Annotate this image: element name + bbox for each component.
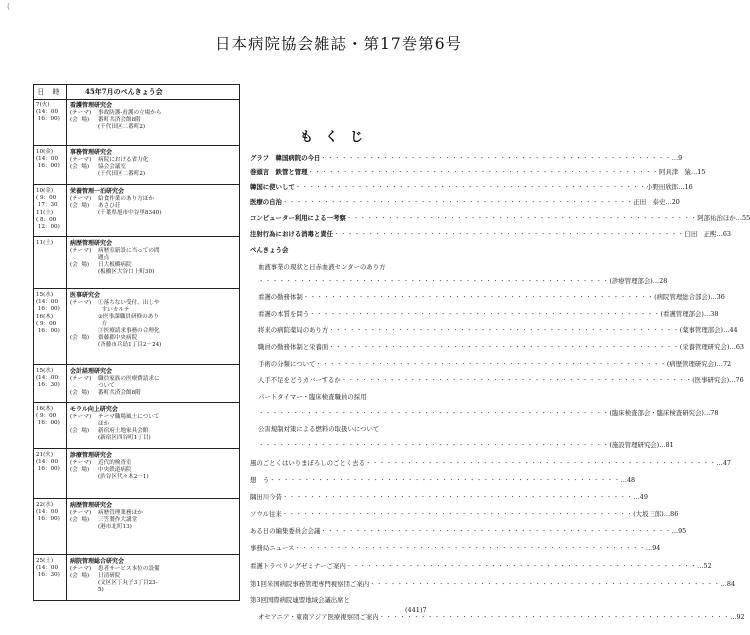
event-detail-label: (テーマ) xyxy=(70,460,92,466)
toc-entry-title: 韓国に使いして xyxy=(250,183,295,191)
toc-entry-title: 巻頭言 鉄管と管理 xyxy=(250,168,308,176)
event-detail-line xyxy=(70,566,237,573)
event-detail-label xyxy=(70,210,98,217)
toc-leader-dots: ・・・・・・・・・・・・・・・・・・・・・・・・・・・・・・・・・・・・・・・・・・・・・・・・・・・ xyxy=(378,613,731,621)
toc-entry xyxy=(258,359,732,369)
toc-entry-page: …38 xyxy=(703,310,719,318)
schedule-event xyxy=(34,184,239,237)
event-title: 病歴管理研究会 xyxy=(70,240,113,247)
event-detail-value: 事故防護-看護の立場から xyxy=(98,110,162,116)
toc-leader-dots: ・・・・・・・・・・・・・・・・・・・・・・・・・・・・・・・・・・・・・・・・・・・・・・・・・・・ xyxy=(340,376,693,384)
toc-entry-page: …81 xyxy=(659,441,674,449)
toc-entry-title: ある日の編集委員会会議 xyxy=(250,527,321,535)
toc-entry-page: …78 xyxy=(703,409,719,417)
toc-entry xyxy=(250,509,679,519)
event-date-cell xyxy=(34,365,67,403)
event-date-cell xyxy=(34,146,67,185)
toc-entry xyxy=(258,325,738,335)
event-date: 15(水) (14：00 16：00) 16(木) ( 9：00 16：00) xyxy=(36,292,60,335)
event-detail-line xyxy=(70,517,237,531)
toc-entry-author: (病歴管理研究会) xyxy=(666,360,717,368)
toc-entry-page: …52 xyxy=(697,562,712,570)
toc-entry xyxy=(250,245,434,255)
toc-leader-dots: ・・・・・・・・・・・・・・・・・・・・・・・・・・・・・・・・・・・・・・・・・・・・・・・・・・・ xyxy=(281,510,634,518)
toc-entry-title: ソウル往来 xyxy=(250,510,282,518)
toc-leader-dots: ・・・・・・・・・・・・・・・・・・・・・・・・・・・・・・・・・・・・・・・・・・・・・・・・・・・ xyxy=(307,168,659,176)
toc-entry xyxy=(258,276,668,286)
event-detail-line xyxy=(70,117,237,131)
toc-leader-dots: ・・・・・・・・・・・・・・・・・・・・・・・・・・・・・・・・・・・・・・・・・・・・・・・・・・・ xyxy=(328,343,680,351)
toc-entry-page: …76 xyxy=(729,376,744,384)
event-detail-line xyxy=(70,157,237,164)
event-date: 22(水) (14：00 16：00) xyxy=(36,502,60,523)
toc-entry xyxy=(250,561,712,571)
event-title: モラル向上研究会 xyxy=(70,406,118,413)
toc-entry xyxy=(258,408,719,418)
toc-entry xyxy=(258,292,725,302)
toc-entry xyxy=(258,309,719,319)
toc-entry-title: 想 う xyxy=(250,476,270,484)
event-title: 病院管理総合研究会 xyxy=(70,558,125,565)
toc-entry-title: ぺんきょう会 xyxy=(250,246,289,254)
schedule-event xyxy=(34,145,239,185)
toc-entry xyxy=(258,262,434,272)
event-detail-line xyxy=(70,460,237,467)
date-column-header: 日 時 xyxy=(34,85,67,99)
toc-entry-author: (薬事管理部会) xyxy=(679,326,724,334)
toc-leader-dots: ・・・・・・・・・・・・・・・・・・・・・・・・・・・・・・・・・・・・・・・・・・・・・・・・・・・ xyxy=(333,230,685,238)
toc-entry-title: 看護の勤務体制 xyxy=(258,293,303,301)
toc-leader-dots: ・・・・・・・・・・・・・・・・・・・・・・・・・・・・・・・・・・・・・・・・・・・・・・・・・・・ xyxy=(365,459,717,467)
event-detail-line xyxy=(70,110,237,117)
toc-entry-author: (病院管理総合部会) xyxy=(654,293,711,301)
event-detail-line xyxy=(70,335,237,349)
event-detail-label: (会 場) xyxy=(70,573,90,579)
toc-entry xyxy=(258,440,674,450)
event-detail-value: 番町共済会館8階 (千代田区二番町2) xyxy=(98,117,146,130)
toc-entry-title: 公害規制対策による燃料の取扱いについて xyxy=(258,425,380,433)
toc-leader-dots: ・・・・・・・・・・・・・・・・・・・・・・・・・・・・・・・・・・・・・・・・・・・・・・・・・・・ xyxy=(320,154,672,162)
toc-entry-author: (栄養管理研究会) xyxy=(679,343,730,351)
event-detail-label: (会 場) xyxy=(70,117,90,123)
toc-entry xyxy=(258,424,434,434)
toc-entry-page: …95 xyxy=(671,527,687,535)
toc-leader-dots: ・・・・・・・・・・・・・・・・・・・・・・・・・・・・・・・・・・・・・・・・・・・・・・・・・・・ xyxy=(302,293,655,301)
event-detail-line xyxy=(70,300,237,335)
toc-entry-author: (施設管理研究会) xyxy=(609,441,660,449)
event-date: 21(火) (14：00 16：00) xyxy=(36,452,60,473)
event-detail-value: テーマ職場風土について ほか xyxy=(98,414,160,427)
toc-entry-author: (臨床検査部会・臨床検査研究会) xyxy=(609,409,704,417)
schedule-event xyxy=(34,554,239,601)
event-detail-value: 齋藤郡中央病院 (斉藤市兵島1丁目2－24) xyxy=(98,335,162,348)
schedule-header xyxy=(34,85,239,100)
toc-entry-page: …94 xyxy=(645,544,661,552)
toc-entry-title: 第1回米国病院事務管理専門視察団ご案内 xyxy=(250,580,370,588)
event-detail-label: (会 場) xyxy=(70,335,90,341)
event-date: 10(金) ( 9：00 17：30 11(土) ( 8：00 12：00) xyxy=(36,188,60,231)
event-detail-line xyxy=(70,164,237,178)
toc-leader-dots: ・・・・・・・・・・・・・・・・・・・・・・・・・・・・・・・・・・・・・・・・・・・・・・・・・・・ xyxy=(269,476,621,484)
toc-entry xyxy=(250,197,680,207)
toc-entry-author: 小野田欣郎 xyxy=(646,183,679,191)
toc-leader-dots: ・・・・・・・・・・・・・・・・・・・・・・・・・・・・・・・・・・・・・・・・・・・・・・・・・・・ xyxy=(345,214,698,222)
toc-leader-dots: ・・・・・・・・・・・・・・・・・・・・・・・・・・・・・・・・・・・・・・・・・・・・・・・・・・・ xyxy=(294,544,646,552)
event-detail-line xyxy=(70,262,237,276)
toc-leader-dots: ・・・・・・・・・・・・・・・・・・・・・・・・・・・・・・・・・・・・・・・・・・・・・・・・・・・ xyxy=(281,493,634,501)
toc-entry-page: …49 xyxy=(633,493,648,501)
event-date-cell xyxy=(34,499,67,555)
toc-entry-author: (看護管理部会) xyxy=(660,310,704,318)
event-detail-label: (テーマ) xyxy=(70,376,92,382)
toc-entry xyxy=(250,153,683,163)
toc-entry-page: …44 xyxy=(723,326,738,334)
event-detail-value: ①落ちない受付、出しや すいカルテ ②医事課職員研修のあり 方 ③医療請求事務の合理化 xyxy=(98,300,160,334)
toc-leader-dots: ・・・・・・・・・・・・・・・・・・・・・・・・・・・・・・・・・・・・・・・・・・・・・・・・・・・ xyxy=(294,183,647,191)
event-detail-label: (会 場) xyxy=(70,517,90,523)
event-title: 会計経理研究会 xyxy=(70,368,113,375)
event-title: 病歴管理研究会 xyxy=(70,502,113,509)
event-detail-line xyxy=(70,203,237,210)
toc-entry-author: 臼田 正熙 xyxy=(684,230,717,238)
event-date-cell xyxy=(34,555,67,601)
event-detail-value: 三笠製作大講堂 (港市北町13) xyxy=(98,517,138,530)
event-title: 医事研究会 xyxy=(70,292,101,299)
schedule-event xyxy=(34,402,239,449)
schedule-table xyxy=(33,84,240,601)
toc-entry-title: 注射行為における消毒と責任 xyxy=(250,230,334,238)
toc-entry xyxy=(250,543,661,553)
event-detail-label: (会 場) xyxy=(70,262,90,268)
event-detail-label: (会 場) xyxy=(70,390,90,396)
toc-entry-title: コンピューター利用による一考察 xyxy=(250,214,346,222)
event-date: 7(火) (14：00 16：00) xyxy=(36,102,60,123)
toc-entry-page: …92 xyxy=(730,613,745,621)
toc-entry xyxy=(250,595,434,605)
event-detail-value: 給食作業のあり方ほか xyxy=(98,196,154,202)
event-date-cell xyxy=(34,237,67,289)
event-detail-value: あさひ荘 xyxy=(98,203,121,209)
event-detail-label: (会 場) xyxy=(70,203,90,209)
toc-entry xyxy=(250,167,706,177)
event-detail-value: (千葉県旭市中谷里8340) xyxy=(98,210,162,216)
toc-entry-page: …20 xyxy=(665,198,680,206)
event-date-cell xyxy=(34,403,67,449)
toc-entry xyxy=(258,375,744,385)
toc-entry-page: …16 xyxy=(678,183,693,191)
event-detail-label: (テーマ) xyxy=(70,414,92,420)
toc-entry-title: 将来の病院薬局のあり方 xyxy=(258,326,329,334)
toc-leader-dots: ・・・・・・・・・・・・・・・・・・・・・・・・・・・・・・・・・・・・・・・・・・・・・・・・・・・ xyxy=(258,441,610,449)
event-date: 15(水) (14：00 16：30) xyxy=(36,368,60,389)
event-date-cell xyxy=(34,289,67,365)
schedule-event xyxy=(34,236,239,289)
event-detail-line xyxy=(70,196,237,203)
event-detail-value: 近代的検査室 xyxy=(98,460,132,466)
schedule-event xyxy=(34,288,239,365)
toc-leader-dots: ・・・・・・・・・・・・・・・・・・・・・・・・・・・・・・・・・・・・・・・・・・・・・・・・・・・ xyxy=(258,277,610,285)
toc-entry-author: 正田 泰史 xyxy=(633,198,666,206)
event-detail-value: 日清研院 (文区区丁丸子3丁目23- 5) xyxy=(98,573,158,593)
toc-entry xyxy=(250,182,693,192)
event-detail-value: 新宿府土地家具会館 (新宿区四谷町1丁目) xyxy=(98,428,151,441)
toc-entry-page: …63 xyxy=(716,230,731,238)
event-detail-value: 日大板橋病院 (板橋区大谷口上町30) xyxy=(98,262,155,275)
toc-entry xyxy=(250,213,750,223)
event-title: 看護管理研究会 xyxy=(70,102,113,109)
event-detail-label: (テーマ) xyxy=(70,157,92,163)
toc-heading: もくじ xyxy=(300,130,376,145)
event-date-cell xyxy=(34,449,67,499)
event-date-cell xyxy=(34,185,67,237)
event-detail-label: (テーマ) xyxy=(70,196,92,202)
toc-leader-dots: ・・・・・・・・・・・・・・・・・・・・・・・・・・・・・・・・・・・・・・・・・・・・・・・・・・・ xyxy=(281,198,634,206)
toc-entry-title: 医療の自治 xyxy=(250,198,282,206)
event-title: 診療管理研究会 xyxy=(70,452,113,459)
event-detail-label: (テーマ) xyxy=(70,510,92,516)
event-detail-line xyxy=(70,390,237,397)
event-detail-line xyxy=(70,376,237,390)
toc-entry xyxy=(258,342,744,352)
event-detail-label: (会 場) xyxy=(70,428,90,434)
event-detail-line xyxy=(70,414,237,428)
toc-leader-dots: ・・・・・・・・・・・・・・・・・・・・・・・・・・・・・・・・・・・・・・・・・・・・・・・・・・・ xyxy=(309,310,661,318)
toc-entry xyxy=(250,458,731,468)
toc-entry-title: グラフ 韓国病院の今日 xyxy=(250,154,321,162)
event-detail-label: (テーマ) xyxy=(70,110,92,116)
page-number: (441)7 xyxy=(405,606,427,614)
toc-leader-dots: ・・・・・・・・・・・・・・・・・・・・・・・・・・・・・・・・・・・・・・・・・・・・・・・・・・・ xyxy=(320,527,672,535)
event-detail-value: 病歴室新設に当っての問 題点 xyxy=(98,248,160,261)
toc-entry-title: 看護トラベリングゼミナーご案内 xyxy=(250,562,346,570)
event-detail-line xyxy=(70,210,237,217)
corner-mark: ( xyxy=(7,2,11,11)
event-detail-label: (テーマ) xyxy=(70,566,92,572)
event-detail-line xyxy=(70,510,237,517)
event-detail-value: 協会会議室 (千代田区二番町2) xyxy=(98,164,146,177)
toc-leader-dots: ・・・・・・・・・・・・・・・・・・・・・・・・・・・・・・・・・・・・・・・・・・・・・・・・・・・ xyxy=(328,326,680,334)
toc-entry xyxy=(250,526,687,536)
toc-entry-title: 職員の勤務体制と栄養面 xyxy=(258,343,329,351)
toc-entry-title: 看護の本質を問う xyxy=(258,310,310,318)
toc-entry xyxy=(250,492,648,502)
toc-entry-author: (診療管理部会) xyxy=(609,277,653,285)
event-title: 事務管理研究会 xyxy=(70,149,113,156)
toc-entry-page: …48 xyxy=(620,476,636,484)
toc-leader-dots: ・・・・・・・・・・・・・・・・・・・・・・・・・・・・・・・・・・・・・・・・・・・・・・・・・・・ xyxy=(258,409,610,417)
toc-entry xyxy=(250,475,636,485)
toc-entry-title: 人手不足をどうカバーするか xyxy=(258,376,341,384)
toc-leader-dots: ・・・・・・・・・・・・・・・・・・・・・・・・・・・・・・・・・・・・・・・・・・・・・・・・・・・ xyxy=(369,580,721,588)
toc-entry xyxy=(250,579,736,589)
event-detail-value: 病院における省力化 xyxy=(98,157,149,163)
toc-leader-dots: ・・・・・・・・・・・・・・・・・・・・・・・・・・・・・・・・・・・・・・・・・・・・・・・・・・・ xyxy=(345,562,698,570)
toc-entry-page: …72 xyxy=(716,360,732,368)
event-detail-line xyxy=(70,573,237,594)
event-detail-label: (テーマ) xyxy=(70,300,92,306)
toc-entry xyxy=(258,392,434,402)
toc-entry-title: 血液事業の現状と日赤血液センターのあり方 xyxy=(258,263,386,271)
event-title: 栄養管理一泊研究会 xyxy=(70,188,125,195)
schedule-event xyxy=(34,498,239,555)
toc-entry-page: …55 xyxy=(735,214,750,222)
event-date: 16(木) ( 9：00 16：00) xyxy=(36,406,60,427)
event-detail-value: 患者サービス本位の設備 xyxy=(98,566,160,572)
toc-entry-page: …63 xyxy=(729,343,744,351)
toc-entry-title: 手術の分類について xyxy=(258,360,316,368)
toc-entry-title: 隅田川今昔 xyxy=(250,493,282,501)
toc-entry-page: …86 xyxy=(663,510,679,518)
event-detail-value: 職員家族の医療費請求に ついて xyxy=(98,376,160,389)
event-date: 11(土) xyxy=(36,240,54,246)
event-date: 25(土) (14：00 16：30) xyxy=(36,558,60,579)
event-detail-label: (テーマ) xyxy=(70,248,92,254)
toc-entry-author: 阿具津 猿 xyxy=(658,168,691,176)
toc-entry xyxy=(250,229,731,239)
schedule-event xyxy=(34,99,239,145)
toc-entry-title: 事務局ニュース xyxy=(250,544,295,552)
schedule-title: 45年7月のぺんきょう会 xyxy=(85,87,163,96)
toc-entry-page: …36 xyxy=(710,293,725,301)
journal-title: 日本病院協会雑誌・第17巻第6号 xyxy=(215,35,463,53)
toc-entry-title: パートタイマー・臨床検査職員の採用 xyxy=(258,393,367,401)
event-detail-line xyxy=(70,428,237,442)
event-date-cell xyxy=(34,99,67,145)
event-detail-value: 中央鉄道病院 (渋谷区代々木2－1) xyxy=(98,467,149,480)
toc-entry-title: 第3回国際病院連盟地域会議出席と xyxy=(250,596,350,604)
toc-entry-author: 阿部祐治ほか xyxy=(697,214,736,222)
event-detail-label: (会 場) xyxy=(70,467,90,473)
toc-entry-title: オセアニア・東南アジア医療視察団ご案内 xyxy=(258,613,379,621)
toc-entry-title: 風のごとくはいりまぼろしのごとく去る xyxy=(250,459,366,467)
schedule-event xyxy=(34,448,239,499)
event-detail-line xyxy=(70,467,237,481)
toc-leader-dots: ・・・・・・・・・・・・・・・・・・・・・・・・・・・・・・・・・・・・・・・・・・・・・・・・・・・ xyxy=(315,360,667,368)
event-detail-label: (会 場) xyxy=(70,164,90,170)
event-detail-line xyxy=(70,248,237,262)
event-date: 10(金) (14：00 16：00) xyxy=(36,149,60,170)
toc-entry-page: …84 xyxy=(720,580,736,588)
event-detail-value: 病歴管理業務ほか xyxy=(98,510,143,516)
schedule-event xyxy=(34,364,239,403)
toc-entry-page: …28 xyxy=(652,277,668,285)
toc-entry-page: …9 xyxy=(671,154,683,162)
event-detail-value: 番町共済会館8階 xyxy=(98,390,141,396)
toc-entry-author: (医事研究会) xyxy=(692,376,730,384)
toc-entry-page: …47 xyxy=(716,459,731,467)
toc-entry-page: …15 xyxy=(690,168,706,176)
toc-entry-author: (大坂三郎) xyxy=(633,510,664,518)
